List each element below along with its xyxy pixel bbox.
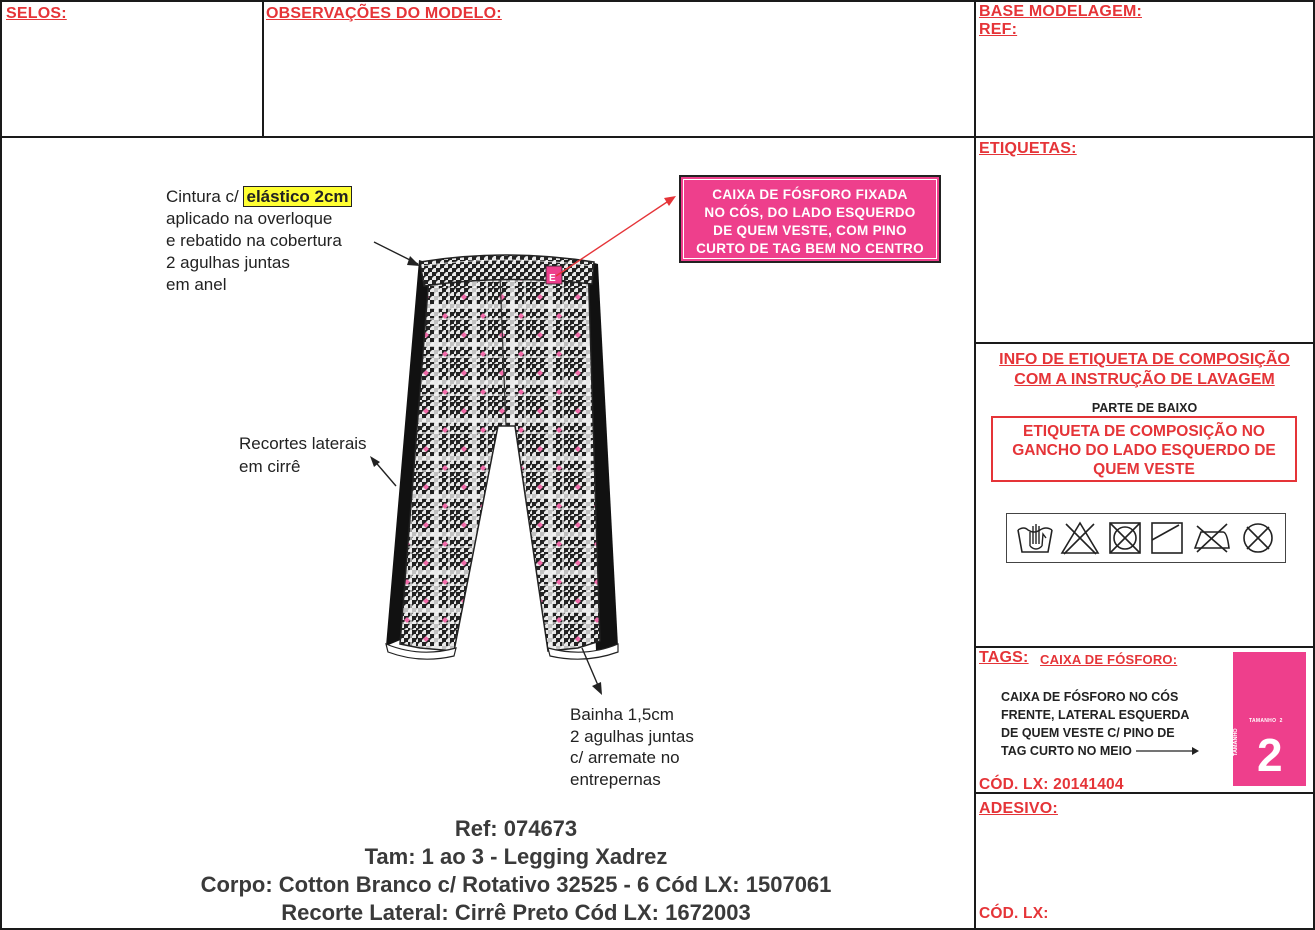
bainha-line-1: Bainha 1,5cm [570,705,674,724]
pink-line-4: CURTO DE TAG BEM NO CENTRO [696,241,924,256]
care-symbols-strip [1006,513,1286,563]
cintura-prefix: Cintura c/ [166,187,244,206]
tags-desc-line-2: FRENTE, LATERAL ESQUERDA [1001,708,1190,722]
cod-lx-adesivo: CÓD. LX: [979,905,1049,922]
adesivo-label: ADESIVO: [979,800,1058,817]
cod-lx-tags: CÓD. LX: 20141404 [979,776,1124,793]
etiquetas-box [974,136,1315,344]
no-tumble-dry-icon [1107,520,1143,556]
info-title-line-2: COM A INSTRUÇÃO DE LAVAGEM [1014,371,1275,388]
tags-description [1001,688,1200,760]
recortes-line-2: em cirrê [239,457,301,476]
footer-corpo: Corpo: Cotton Branco c/ Rotativo 32525 - 6 Cód LX: 1507061 [200,872,832,897]
hand-wash-icon [1016,520,1054,556]
pink-line-2: NO CÓS, DO LADO ESQUERDO [704,205,916,220]
pink-line-1: CAIXA DE FÓSFORO FIXADA [712,187,908,202]
tag-card-side-text: TAMANHO [1233,728,1239,756]
cintura-line-2: aplicado na overloque [166,209,333,228]
footer-tam: Tam: 1 ao 3 - Legging Xadrez [364,844,668,869]
composicao-note-box [991,416,1297,482]
cintura-line-5: em anel [166,275,227,294]
pink-line-3: DE QUEM VESTE, COM PINO [713,223,907,238]
observacoes-label: OBSERVAÇÕES DO MODELO: [266,5,502,22]
parte-de-baixo-label: PARTE DE BAIXO [1091,401,1198,415]
tag-card-small-text: TAMANHO 2 [1249,718,1283,724]
bainha-line-4: entrepernas [570,769,661,789]
bainha-line-2: 2 agulhas juntas [570,726,694,746]
tag-card [1233,652,1306,786]
legging-technical-drawing [0,136,976,930]
line-dry-icon [1149,520,1185,556]
ref-label: REF: [979,21,1018,38]
etiquetas-label: ETIQUETAS: [979,140,1077,157]
no-dry-clean-icon [1240,520,1276,556]
footer-recorte: Recorte Lateral: Cirrê Preto Cód LX: 1672003 [281,900,751,925]
tags-desc-line-1: CAIXA DE FÓSFORO NO CÓS [1001,690,1179,704]
bainha-line-3: c/ arremate no [570,748,680,767]
no-bleach-icon [1060,520,1100,556]
svg-text:E: E [549,273,556,284]
cintura-highlight: elástico 2cm [243,186,351,207]
arrow-right-icon [1136,746,1200,756]
cintura-line-3: e rebatido na cobertura [166,231,342,250]
no-iron-icon [1191,520,1233,556]
composicao-line-2: GANCHO DO LADO ESQUERDO DE [1012,442,1276,459]
info-title-line-1: INFO DE ETIQUETA DE COMPOSIÇÃO [999,351,1290,368]
info-composicao-title [976,350,1313,390]
tags-desc-line-4: TAG CURTO NO MEIO [1001,744,1132,758]
composicao-line-3: QUEM VESTE [1093,461,1195,478]
composicao-line-1: ETIQUETA DE COMPOSIÇÃO NO [1023,423,1265,440]
footer-ref: Ref: 074673 [454,816,578,841]
caixa-fosforo-label: CAIXA DE FÓSFORO: [1040,652,1178,667]
recortes-line-1: Recortes laterais [239,434,367,453]
tags-desc-line-3: DE QUEM VESTE C/ PINO DE [1001,726,1175,740]
cintura-line-4: 2 agulhas juntas [166,253,290,272]
tag-card-big-number: 2 [1257,729,1283,781]
base-modelagem-label: BASE MODELAGEM: [979,3,1142,20]
tags-label: TAGS: [979,649,1029,666]
selos-label: SELOS: [6,5,67,22]
